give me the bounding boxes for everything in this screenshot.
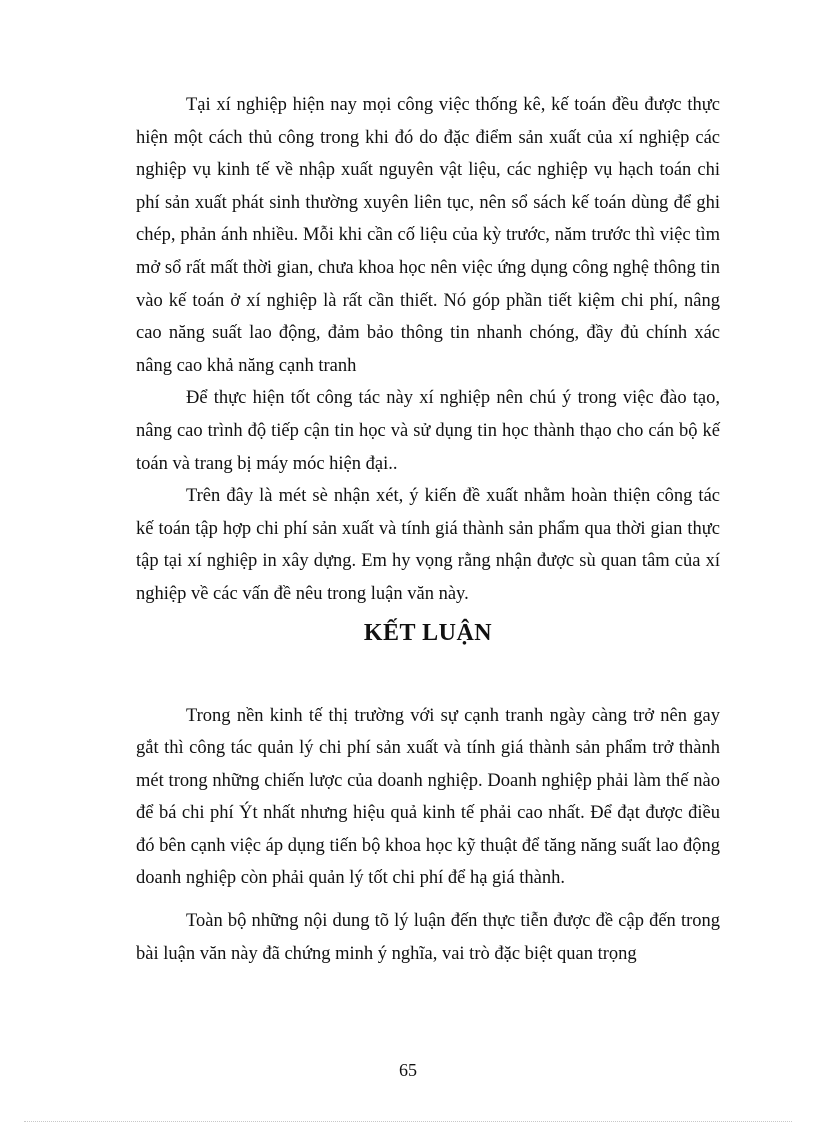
page-bottom-divider [24, 1121, 792, 1122]
page-content [136, 89, 720, 970]
paragraph-closing-remarks: Trên đây là mét sè nhận xét, ý kiến đề xuất nhằm hoàn thiện công tác kế toán tập hợp chi phí sản xuất và tính giá thành sản phẩm qua thời gian thực tập tại xí nghiệp in xây dựng. Em hy vọng rằng nhận được sù quan tâm của xí nghiệp về các vấn đề nêu trong luận văn này. [136, 486, 720, 604]
paragraph-manual-accounting: Tại xí nghiệp hiện nay mọi công việc thống kê, kế toán đều được thực hiện một cách thủ công trong khi đó do đặc điểm sản xuất của xí nghiệp các nghiệp vụ kinh tế về nhập xuất nguyên vật liệu, các nghiệp vụ hạch toán chi phí sản xuất phát sinh thường xuyên liên tục, nên sổ sách kế toán dùng để ghi chép, phản ánh nhiều. Mỗi khi cần cố liệu của kỳ trước, năm trước thì việc tìm mở sổ rất mất thời gian, chưa khoa học nên việc ứng dụng công nghệ thông tin vào kế toán ở xí nghiệp là rất cần thiết. Nó góp phần tiết kiệm chi phí, nâng cao năng suất lao động, đảm bảo thông tin nhanh chóng, đầy đủ chính xác nâng cao khả năng cạnh tranh [136, 95, 720, 376]
paragraph-training: Để thực hiện tốt công tác này xí nghiệp nên chú ý trong việc đào tạo, nâng cao trình độ tiếp cận tin học và sử dụng tin học thành thạo cho cán bộ kế toán và trang bị máy móc hiện đại.. [136, 388, 720, 474]
paragraph-conclusion-1: Trong nền kinh tế thị trường với sự cạnh tranh ngày càng trở nên gay gắt thì công tác quản lý chi phí sản xuất và tính giá thành sản phẩm trở thành mét trong những chiến lược của doanh nghiệp. Doanh nghiệp phải làm thế nào để bá chi phí Ýt nhất nhưng hiệu quả kinh tế phải cao nhất. Để đạt được điều đó bên cạnh việc áp dụng tiến bộ khoa học kỹ thuật để tăng năng suất lao động doanh nghiệp còn phải quản lý tốt chi phí để hạ giá thành. [136, 705, 720, 889]
paragraph-conclusion-2: Toàn bộ những nội dung tõ lý luận đến thực tiễn được đề cập đến trong bài luận văn này đã chứng minh ý nghĩa, vai trò đặc biệt quan trọng [136, 911, 720, 964]
page-number: 65 [399, 1060, 417, 1080]
conclusion-heading: KẾT LUẬN [363, 619, 493, 646]
heading-spacer [136, 651, 720, 700]
